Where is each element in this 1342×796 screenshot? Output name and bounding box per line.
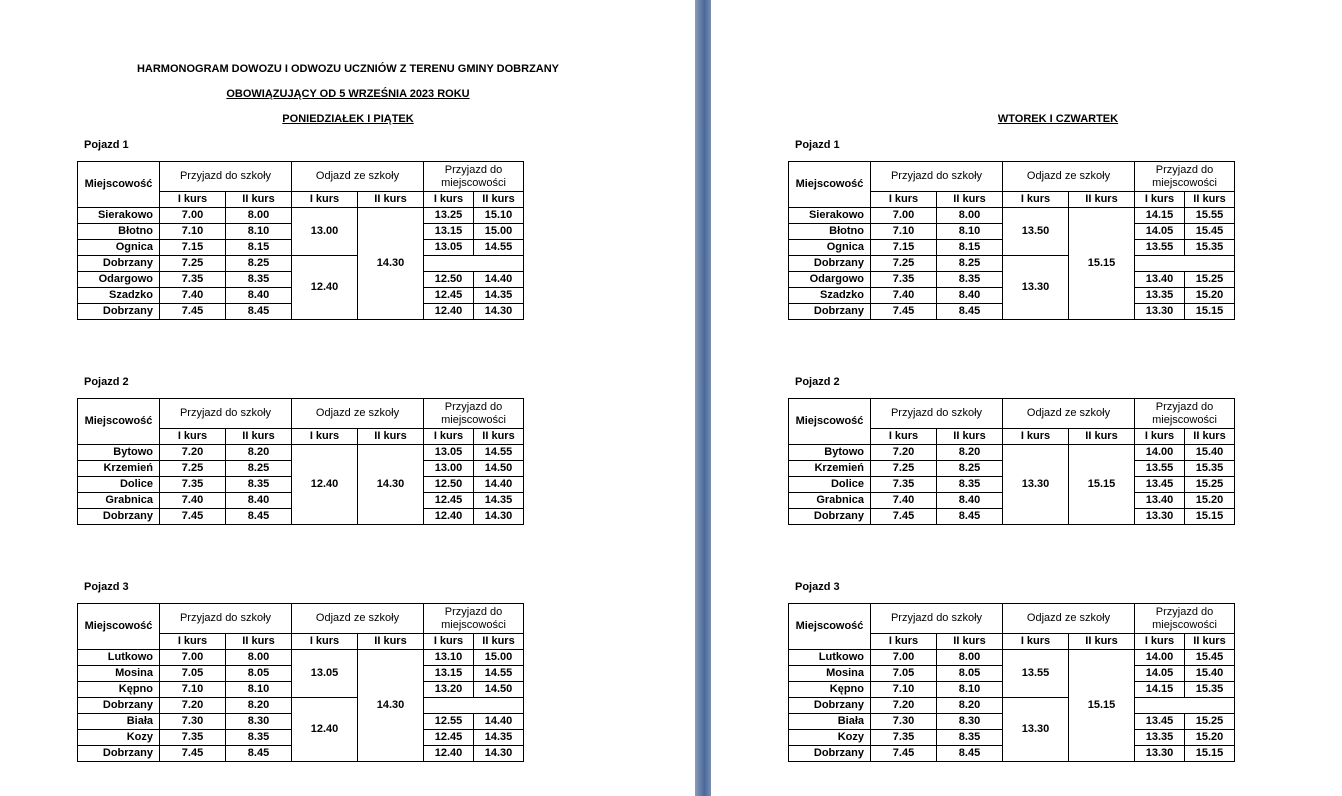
vehicle-label: Pojazd 3: [795, 581, 840, 593]
arrive-place-kurs2: 15.45: [1185, 650, 1235, 666]
arrive-place-kurs2: 15.45: [1185, 224, 1235, 240]
arrive-school-kurs2: 8.00: [226, 650, 292, 666]
arrive-place-empty: [1135, 698, 1235, 714]
column-subheader-kurs: I kurs: [292, 634, 358, 650]
arrive-place-kurs1: 13.40: [1135, 272, 1185, 288]
arrive-place-kurs1: 13.30: [1135, 746, 1185, 762]
column-subheader-kurs: II kurs: [226, 429, 292, 445]
arrive-school-kurs1: 7.10: [871, 682, 937, 698]
column-header-place: Miejscowość: [789, 399, 871, 445]
place-name: Kępno: [78, 682, 160, 698]
arrive-place-kurs2: 14.35: [474, 730, 524, 746]
arrive-school-kurs2: 8.20: [226, 445, 292, 461]
arrive-school-kurs2: 8.10: [937, 682, 1003, 698]
column-subheader-kurs: II kurs: [1185, 192, 1235, 208]
schedule-table: [788, 398, 1235, 525]
arrive-school-kurs1: 7.25: [160, 461, 226, 477]
arrive-place-kurs2: 14.30: [474, 304, 524, 320]
arrive-place-kurs1: 14.15: [1135, 682, 1185, 698]
column-subheader-kurs: II kurs: [937, 192, 1003, 208]
arrive-place-kurs2: 15.10: [474, 208, 524, 224]
arrive-school-kurs1: 7.35: [160, 272, 226, 288]
column-header-depart-school: Odjazd ze szkoły: [1003, 162, 1135, 192]
arrive-place-kurs1: 13.35: [1135, 730, 1185, 746]
arrive-school-kurs1: 7.35: [871, 730, 937, 746]
arrive-school-kurs1: 7.30: [160, 714, 226, 730]
vehicle-label: Pojazd 2: [795, 376, 840, 388]
arrive-place-kurs2: 15.55: [1185, 208, 1235, 224]
arrive-school-kurs2: 8.25: [226, 461, 292, 477]
place-name: Bytowo: [78, 445, 160, 461]
column-subheader-kurs: I kurs: [1135, 429, 1185, 445]
arrive-place-kurs2: 15.35: [1185, 461, 1235, 477]
column-subheader-kurs: I kurs: [424, 634, 474, 650]
column-subheader-kurs: I kurs: [160, 192, 226, 208]
depart-school-kurs2: 15.15: [1069, 445, 1135, 525]
place-name: Odargowo: [789, 272, 871, 288]
table-header-row: [78, 399, 524, 429]
depart-school-kurs2: 14.30: [358, 650, 424, 762]
column-header-depart-school: Odjazd ze szkoły: [292, 399, 424, 429]
arrive-school-kurs1: 7.40: [160, 288, 226, 304]
place-name: Kozy: [789, 730, 871, 746]
arrive-place-kurs2: 14.40: [474, 714, 524, 730]
column-header-place: Miejscowość: [78, 162, 160, 208]
arrive-school-kurs1: 7.35: [871, 272, 937, 288]
depart-school-kurs1: 13.00: [292, 208, 358, 256]
place-name: Błotno: [78, 224, 160, 240]
arrive-school-kurs2: 8.25: [937, 256, 1003, 272]
arrive-school-kurs1: 7.15: [160, 240, 226, 256]
column-subheader-kurs: II kurs: [474, 429, 524, 445]
arrive-school-kurs2: 8.25: [226, 256, 292, 272]
table-row: [789, 208, 1235, 224]
place-name: Dobrzany: [789, 746, 871, 762]
place-name: Bytowo: [789, 445, 871, 461]
arrive-place-kurs2: 14.50: [474, 461, 524, 477]
arrive-place-kurs2: 14.55: [474, 666, 524, 682]
arrive-school-kurs1: 7.25: [871, 461, 937, 477]
arrive-place-kurs1: 14.00: [1135, 650, 1185, 666]
arrive-place-kurs2: 15.25: [1185, 272, 1235, 288]
arrive-school-kurs2: 8.35: [937, 477, 1003, 493]
arrive-school-kurs1: 7.25: [160, 256, 226, 272]
place-name: Szadzko: [78, 288, 160, 304]
arrive-place-kurs1: 13.00: [424, 461, 474, 477]
arrive-place-kurs2: 15.00: [474, 224, 524, 240]
place-name: Dolice: [78, 477, 160, 493]
column-subheader-kurs: II kurs: [1185, 634, 1235, 650]
table-row: [789, 445, 1235, 461]
arrive-school-kurs1: 7.40: [871, 493, 937, 509]
column-header-arrive-place: Przyjazd do miejscowości: [1135, 399, 1235, 429]
arrive-place-empty: [424, 698, 524, 714]
table-row: [78, 445, 524, 461]
arrive-school-kurs1: 7.45: [160, 746, 226, 762]
arrive-school-kurs2: 8.30: [226, 714, 292, 730]
place-name: Mosina: [789, 666, 871, 682]
document-page-right: [711, 0, 1342, 796]
arrive-school-kurs2: 8.40: [937, 493, 1003, 509]
column-header-depart-school: Odjazd ze szkoły: [1003, 399, 1135, 429]
schedule-table: [77, 398, 524, 525]
place-name: Dobrzany: [78, 256, 160, 272]
column-header-arrive-place: Przyjazd do miejscowości: [1135, 604, 1235, 634]
arrive-place-kurs2: 15.20: [1185, 493, 1235, 509]
depart-school-kurs1: 13.50: [1003, 208, 1069, 256]
place-name: Krzemień: [789, 461, 871, 477]
column-subheader-kurs: I kurs: [1135, 634, 1185, 650]
arrive-place-kurs1: 13.25: [424, 208, 474, 224]
arrive-place-kurs2: 14.35: [474, 288, 524, 304]
arrive-place-kurs2: 15.15: [1185, 746, 1235, 762]
arrive-school-kurs1: 7.35: [871, 477, 937, 493]
arrive-place-empty: [1135, 256, 1235, 272]
arrive-school-kurs2: 8.35: [226, 477, 292, 493]
arrive-school-kurs2: 8.25: [937, 461, 1003, 477]
schedule-table: [788, 603, 1235, 762]
place-name: Dobrzany: [789, 304, 871, 320]
arrive-place-kurs2: 15.25: [1185, 714, 1235, 730]
arrive-place-kurs1: 13.35: [1135, 288, 1185, 304]
arrive-place-kurs2: 14.40: [474, 477, 524, 493]
column-header-depart-school: Odjazd ze szkoły: [292, 604, 424, 634]
depart-school-kurs1: 13.30: [1003, 445, 1069, 525]
place-name: Szadzko: [789, 288, 871, 304]
place-name: Grabnica: [789, 493, 871, 509]
arrive-place-kurs2: 15.40: [1185, 666, 1235, 682]
place-name: Dobrzany: [78, 304, 160, 320]
arrive-school-kurs1: 7.45: [871, 304, 937, 320]
table-row: [78, 698, 524, 714]
column-header-arrive-school: Przyjazd do szkoły: [160, 162, 292, 192]
arrive-school-kurs2: 8.35: [226, 272, 292, 288]
arrive-place-kurs1: 13.15: [424, 666, 474, 682]
column-header-arrive-school: Przyjazd do szkoły: [160, 399, 292, 429]
column-header-arrive-school: Przyjazd do szkoły: [871, 162, 1003, 192]
column-subheader-kurs: I kurs: [871, 429, 937, 445]
place-name: Dobrzany: [789, 698, 871, 714]
arrive-place-kurs1: 13.45: [1135, 477, 1185, 493]
depart-school-kurs1: 12.40: [292, 256, 358, 320]
arrive-school-kurs1: 7.45: [160, 509, 226, 525]
place-name: Biała: [789, 714, 871, 730]
column-subheader-kurs: I kurs: [871, 634, 937, 650]
arrive-place-kurs1: 13.20: [424, 682, 474, 698]
depart-school-kurs1: 12.40: [292, 445, 358, 525]
schedule-table: [77, 603, 524, 762]
arrive-place-kurs2: 15.00: [474, 650, 524, 666]
table-header-row: [78, 162, 524, 192]
document-subtitle: OBOWIĄZUJĄCY OD 5 WRZEŚNIA 2023 ROKU: [226, 88, 470, 100]
column-subheader-kurs: II kurs: [358, 429, 424, 445]
arrive-school-kurs2: 8.40: [937, 288, 1003, 304]
place-name: Dobrzany: [789, 256, 871, 272]
column-subheader-kurs: II kurs: [358, 192, 424, 208]
arrive-place-kurs1: 14.05: [1135, 224, 1185, 240]
arrive-school-kurs2: 8.10: [226, 682, 292, 698]
place-name: Ognica: [78, 240, 160, 256]
arrive-school-kurs1: 7.35: [160, 477, 226, 493]
arrive-school-kurs1: 7.20: [160, 445, 226, 461]
arrive-school-kurs2: 8.10: [937, 224, 1003, 240]
place-name: Krzemień: [78, 461, 160, 477]
arrive-school-kurs2: 8.45: [226, 509, 292, 525]
column-subheader-kurs: I kurs: [1003, 429, 1069, 445]
column-subheader-kurs: I kurs: [424, 429, 474, 445]
place-name: Kępno: [789, 682, 871, 698]
arrive-school-kurs2: 8.00: [226, 208, 292, 224]
arrive-place-kurs2: 14.30: [474, 509, 524, 525]
table-header-row: [789, 162, 1235, 192]
place-name: Sierakowo: [78, 208, 160, 224]
arrive-school-kurs2: 8.35: [937, 730, 1003, 746]
place-name: Grabnica: [78, 493, 160, 509]
column-subheader-kurs: I kurs: [871, 192, 937, 208]
column-subheader-kurs: I kurs: [160, 429, 226, 445]
page-gutter: [695, 0, 711, 796]
arrive-place-kurs2: 14.30: [474, 746, 524, 762]
place-name: Kozy: [78, 730, 160, 746]
schedule-table: [77, 161, 524, 320]
place-name: Dobrzany: [78, 698, 160, 714]
vehicle-label: Pojazd 1: [84, 139, 129, 151]
column-subheader-kurs: II kurs: [937, 634, 1003, 650]
arrive-place-kurs1: 12.45: [424, 730, 474, 746]
vehicle-label: Pojazd 3: [84, 581, 129, 593]
column-subheader-kurs: I kurs: [1003, 192, 1069, 208]
depart-school-kurs1: 13.30: [1003, 698, 1069, 762]
arrive-place-kurs1: 13.05: [424, 240, 474, 256]
arrive-place-kurs1: 12.40: [424, 509, 474, 525]
arrive-place-kurs2: 14.35: [474, 493, 524, 509]
place-name: Lutkowo: [789, 650, 871, 666]
arrive-place-kurs1: 12.40: [424, 746, 474, 762]
arrive-place-kurs1: 14.15: [1135, 208, 1185, 224]
table-row: [789, 256, 1235, 272]
column-header-depart-school: Odjazd ze szkoły: [1003, 604, 1135, 634]
arrive-school-kurs1: 7.40: [871, 288, 937, 304]
depart-school-kurs1: 13.30: [1003, 256, 1069, 320]
arrive-school-kurs2: 8.35: [226, 730, 292, 746]
column-subheader-kurs: II kurs: [226, 192, 292, 208]
arrive-place-kurs1: 12.50: [424, 272, 474, 288]
place-name: Dolice: [789, 477, 871, 493]
arrive-school-kurs1: 7.20: [160, 698, 226, 714]
arrive-school-kurs2: 8.20: [937, 698, 1003, 714]
arrive-school-kurs2: 8.20: [226, 698, 292, 714]
column-subheader-kurs: II kurs: [1069, 192, 1135, 208]
arrive-school-kurs2: 8.00: [937, 208, 1003, 224]
day-title: WTOREK I CZWARTEK: [997, 113, 1119, 125]
depart-school-kurs2: 15.15: [1069, 650, 1135, 762]
arrive-school-kurs2: 8.00: [937, 650, 1003, 666]
arrive-school-kurs2: 8.40: [226, 288, 292, 304]
table-header-row: [789, 604, 1235, 634]
arrive-school-kurs2: 8.10: [226, 224, 292, 240]
arrive-school-kurs2: 8.45: [937, 746, 1003, 762]
place-name: Lutkowo: [78, 650, 160, 666]
day-title: PONIEDZIAŁEK I PIĄTEK: [282, 113, 414, 125]
table-row: [78, 650, 524, 666]
depart-school-kurs2: 14.30: [358, 445, 424, 525]
place-name: Dobrzany: [789, 509, 871, 525]
column-header-place: Miejscowość: [78, 604, 160, 650]
arrive-school-kurs1: 7.25: [871, 256, 937, 272]
column-header-arrive-place: Przyjazd do miejscowości: [1135, 162, 1235, 192]
arrive-school-kurs1: 7.05: [160, 666, 226, 682]
depart-school-kurs1: 13.05: [292, 650, 358, 698]
arrive-school-kurs1: 7.15: [871, 240, 937, 256]
column-header-arrive-place: Przyjazd do miejscowości: [424, 162, 524, 192]
arrive-place-kurs1: 13.15: [424, 224, 474, 240]
arrive-place-kurs1: 13.05: [424, 445, 474, 461]
arrive-place-empty: [424, 256, 524, 272]
arrive-place-kurs1: 13.30: [1135, 304, 1185, 320]
depart-school-kurs1: 12.40: [292, 698, 358, 762]
column-subheader-kurs: II kurs: [937, 429, 1003, 445]
arrive-school-kurs2: 8.30: [937, 714, 1003, 730]
column-subheader-kurs: II kurs: [1069, 429, 1135, 445]
arrive-place-kurs1: 13.10: [424, 650, 474, 666]
arrive-school-kurs1: 7.00: [871, 208, 937, 224]
column-header-place: Miejscowość: [789, 162, 871, 208]
place-name: Biała: [78, 714, 160, 730]
arrive-place-kurs2: 14.40: [474, 272, 524, 288]
arrive-school-kurs1: 7.10: [160, 224, 226, 240]
arrive-school-kurs1: 7.10: [871, 224, 937, 240]
place-name: Błotno: [789, 224, 871, 240]
place-name: Odargowo: [78, 272, 160, 288]
column-header-arrive-school: Przyjazd do szkoły: [871, 604, 1003, 634]
arrive-school-kurs1: 7.05: [871, 666, 937, 682]
place-name: Sierakowo: [789, 208, 871, 224]
column-header-arrive-school: Przyjazd do szkoły: [160, 604, 292, 634]
arrive-school-kurs1: 7.10: [160, 682, 226, 698]
column-header-depart-school: Odjazd ze szkoły: [292, 162, 424, 192]
column-header-arrive-school: Przyjazd do szkoły: [871, 399, 1003, 429]
table-row: [78, 208, 524, 224]
column-subheader-kurs: I kurs: [424, 192, 474, 208]
arrive-school-kurs1: 7.20: [871, 445, 937, 461]
arrive-school-kurs1: 7.35: [160, 730, 226, 746]
vehicle-label: Pojazd 1: [795, 139, 840, 151]
arrive-school-kurs1: 7.00: [160, 650, 226, 666]
arrive-school-kurs2: 8.45: [226, 746, 292, 762]
arrive-school-kurs1: 7.20: [871, 698, 937, 714]
arrive-place-kurs2: 15.20: [1185, 730, 1235, 746]
column-subheader-kurs: I kurs: [1003, 634, 1069, 650]
arrive-school-kurs1: 7.45: [871, 746, 937, 762]
column-subheader-kurs: I kurs: [292, 192, 358, 208]
arrive-school-kurs2: 8.15: [937, 240, 1003, 256]
arrive-place-kurs2: 14.55: [474, 445, 524, 461]
arrive-school-kurs2: 8.45: [226, 304, 292, 320]
arrive-place-kurs2: 15.20: [1185, 288, 1235, 304]
arrive-place-kurs1: 14.05: [1135, 666, 1185, 682]
arrive-place-kurs2: 14.50: [474, 682, 524, 698]
arrive-school-kurs1: 7.40: [160, 493, 226, 509]
depart-school-kurs1: 13.55: [1003, 650, 1069, 698]
arrive-school-kurs1: 7.45: [160, 304, 226, 320]
column-subheader-kurs: II kurs: [474, 634, 524, 650]
table-row: [78, 256, 524, 272]
arrive-place-kurs1: 12.45: [424, 288, 474, 304]
column-subheader-kurs: II kurs: [474, 192, 524, 208]
arrive-place-kurs2: 15.35: [1185, 682, 1235, 698]
column-header-arrive-place: Przyjazd do miejscowości: [424, 399, 524, 429]
arrive-place-kurs1: 12.40: [424, 304, 474, 320]
arrive-place-kurs2: 15.35: [1185, 240, 1235, 256]
column-header-place: Miejscowość: [78, 399, 160, 445]
arrive-place-kurs1: 13.55: [1135, 240, 1185, 256]
column-subheader-kurs: II kurs: [1069, 634, 1135, 650]
column-header-place: Miejscowość: [789, 604, 871, 650]
arrive-place-kurs1: 12.45: [424, 493, 474, 509]
arrive-place-kurs1: 13.45: [1135, 714, 1185, 730]
schedule-table: [788, 161, 1235, 320]
column-subheader-kurs: I kurs: [160, 634, 226, 650]
arrive-place-kurs1: 13.40: [1135, 493, 1185, 509]
column-subheader-kurs: II kurs: [226, 634, 292, 650]
place-name: Ognica: [789, 240, 871, 256]
document-title: HARMONOGRAM DOWOZU I ODWOZU UCZNIÓW Z TERENU GMINY DOBRZANY: [136, 63, 560, 75]
depart-school-kurs2: 15.15: [1069, 208, 1135, 320]
column-subheader-kurs: I kurs: [292, 429, 358, 445]
arrive-school-kurs2: 8.45: [937, 509, 1003, 525]
arrive-school-kurs1: 7.00: [871, 650, 937, 666]
arrive-place-kurs2: 15.25: [1185, 477, 1235, 493]
arrive-school-kurs1: 7.45: [871, 509, 937, 525]
place-name: Mosina: [78, 666, 160, 682]
column-subheader-kurs: II kurs: [358, 634, 424, 650]
vehicle-label: Pojazd 2: [84, 376, 129, 388]
arrive-place-kurs1: 13.55: [1135, 461, 1185, 477]
column-header-arrive-place: Przyjazd do miejscowości: [424, 604, 524, 634]
arrive-place-kurs1: 14.00: [1135, 445, 1185, 461]
place-name: Dobrzany: [78, 509, 160, 525]
arrive-place-kurs2: 15.15: [1185, 304, 1235, 320]
arrive-place-kurs2: 15.15: [1185, 509, 1235, 525]
table-row: [789, 650, 1235, 666]
place-name: Dobrzany: [78, 746, 160, 762]
arrive-school-kurs2: 8.15: [226, 240, 292, 256]
arrive-school-kurs2: 8.05: [226, 666, 292, 682]
arrive-school-kurs2: 8.45: [937, 304, 1003, 320]
table-header-row: [789, 399, 1235, 429]
column-subheader-kurs: II kurs: [1185, 429, 1235, 445]
arrive-place-kurs1: 13.30: [1135, 509, 1185, 525]
arrive-school-kurs1: 7.30: [871, 714, 937, 730]
arrive-school-kurs2: 8.05: [937, 666, 1003, 682]
arrive-school-kurs2: 8.35: [937, 272, 1003, 288]
arrive-school-kurs2: 8.40: [226, 493, 292, 509]
arrive-school-kurs1: 7.00: [160, 208, 226, 224]
table-header-row: [78, 604, 524, 634]
column-subheader-kurs: I kurs: [1135, 192, 1185, 208]
arrive-place-kurs1: 12.55: [424, 714, 474, 730]
table-row: [789, 698, 1235, 714]
arrive-place-kurs2: 15.40: [1185, 445, 1235, 461]
arrive-place-kurs1: 12.50: [424, 477, 474, 493]
depart-school-kurs2: 14.30: [358, 208, 424, 320]
arrive-place-kurs2: 14.55: [474, 240, 524, 256]
arrive-school-kurs2: 8.20: [937, 445, 1003, 461]
